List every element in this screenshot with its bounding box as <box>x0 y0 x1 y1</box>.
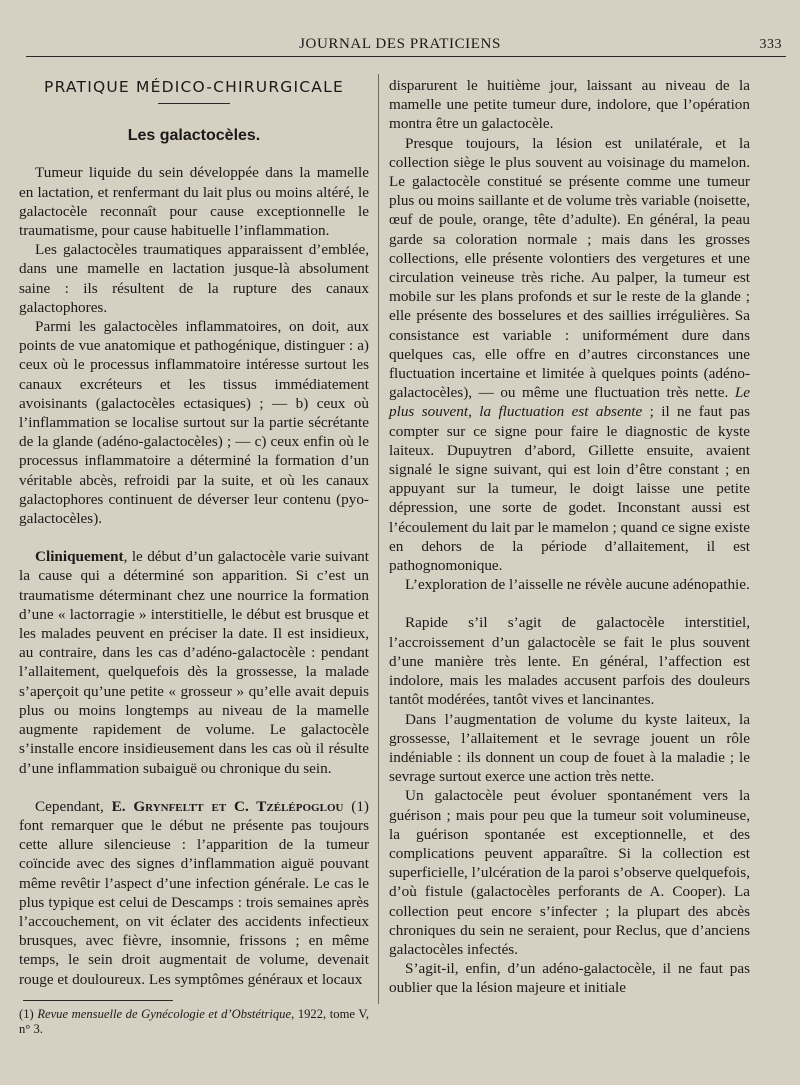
paragraph-gap <box>389 594 750 613</box>
paragraph-evolution: Rapide s’il s’agit de galactocèle interstitiel, l’accroissement d’un galactocèle se fait le plus souvent d’une manière très lente. En général, l’affection est indolore, mais les malades accusent parfois des douleurs tantôt modérées, tantôt vives et lancinantes. <box>389 614 750 709</box>
paragraph-inflammatory: Parmi les galactocèles inflammatoires, on doit, aux points de vue anatomique et pathogénique, distinguer : a) ceux où le processus inflammatoire intéresse surtout les canaux excréteurs et les tissus immédiatement avoisinants (galactocèles ectasiques) ; — b) ceux où l’inflammation se localise surtout sur la partie sécrétante de la glande (adéno-galactocèles) ; — c) ceux enfin où le processus inflammatoire a déterminé la formation d’un véritable abcès, refroidi par la suite, et où les canaux galactophores continuent de déverser leur contenu (pyo-galactocèles). <box>19 318 369 528</box>
footnote-journal: Revue mensuelle de Gynécologie et d’Obstétrique <box>37 1006 292 1021</box>
article-title: Les galactocèles. <box>127 127 261 145</box>
paragraph-gap <box>19 778 369 797</box>
paragraph-traumatic: Les galactocèles traumatiques apparaissent d’emblée, dans une mamelle en lactation jusque-là absolument saine : ils résultent de la rupture des canaux galactophores. <box>19 241 369 316</box>
grynfeltt-text: font remarquer que le début ne présente pas toujours cette allure silencieuse : l’apparition de la tumeur coïncide avec des signes d’inflammation aiguë pouvant même revêtir l’aspect d’une infection générale. Le cas le plus typique est celui de Descamps : trois semaines après l’accouchement, on vit éclater des accidents infectieux brusques, avec fièvre, insomnie, frissons ; en même temps, le sein droit augmentait de volume, devenait rouge et douloureux. Les symptômes généraux et locaux <box>19 816 369 988</box>
paragraph-unilateral <box>389 134 750 576</box>
paragraph-adeno: S’agit-il, enfin, d’un adéno-galactocèle, il ne faut pas oublier que la lésion majeure et initiale <box>389 960 750 997</box>
footnote-details: , 1922, tome V, n° 3. <box>19 1006 369 1036</box>
paragraph-grynfeltt <box>19 797 369 989</box>
right-column <box>389 76 750 998</box>
unilateral-text-rest: ; il ne faut pas compter sur ce signe pour faire le diagnostic de kyste laiteux. Dupuytren d’abord, Gillette ensuite, avaient signalé le signe suivant, qui est loin d’être constant ; en appuyant sur la tumeur, le doigt laisse une petite dépression, une sorte de godet. Inconstant aussi est l’écoulement du lait par le mamelon ; quand ce signe existe en dehors de la période d’allaitement, il est pathognomonique. <box>389 403 750 575</box>
footnote <box>19 1007 369 1037</box>
paragraph-definition: Tumeur liquide du sein développée dans la mamelle en lactation, et renfermant du lait plus ou moins altéré, le galactocèle reconnaît pour cause exceptionnelle le traumatisme, pour cause habituelle l’inflammation. <box>19 164 369 240</box>
paragraph-continued: disparurent le huitième jour, laissant au niveau de la mamelle une petite tumeur dure, indolore, que l’opération montra être un galactocèle. <box>389 77 750 133</box>
fluctuation-emphasis: Le plus souvent, la fluctuation est absente <box>389 384 750 421</box>
footnote-ref: (1) <box>343 797 369 815</box>
grynfeltt-intro: Cependant, <box>35 797 112 815</box>
running-head <box>0 36 800 56</box>
section-heading: PRATIQUE MÉDICO-CHIRURGICALE <box>44 78 344 96</box>
paragraph-volume: Dans l’augmentation de volume du kyste laiteux, la grossesse, l’allaitement et le sevrage jouent un rôle indéniable : ils donnent un coup de fouet à la maladie ; le sevrage surtout exerce une action très nette. <box>389 710 750 786</box>
page-number: 333 <box>759 37 782 52</box>
paragraph-clinical <box>19 547 369 777</box>
footnote-rule <box>23 1000 173 1001</box>
column-divider <box>378 74 379 1004</box>
clinical-text: , le début d’un galactocèle varie suivant la cause qui a déterminé son apparition. Si c’est un traumatisme déterminant chez une nourrice la formation d’une « lactorragie » interstitielle, le début est brusque et les malades peuvent en préciser la date. Il est insidieux, au contraire, dans les cas d’adéno-galactocèle : pendant l’allaitement, quelquefois dès la grossesse, la malade s’aperçoit qu’une petite « grosseur » qu’elle avait depuis plus ou moins longtemps au niveau de la mamelle augmente rapidement de volume. Le galactocèle s’installe encore insidieusement dans les cas où il résulte d’une inflammation subaiguë ou chronique du sein. <box>19 548 369 777</box>
clinical-lead: Cliniquement <box>35 548 124 566</box>
journal-title: JOURNAL DES PRATICIENS <box>299 36 501 52</box>
authors: E. Grynfeltt et C. Tzélépoglou <box>111 797 344 815</box>
footnote-marker: (1) <box>19 1006 38 1021</box>
unilateral-text: Presque toujours, la lésion est unilatérale, et la collection siège le plus souvent au voisinage du mamelon. Le galactocèle constitué se présente comme une tumeur plus ou moins saillante et de volume très variable (noisette, œuf de poule, orange, tête d’adulte). En général, la peau garde sa coloration normale ; mais dans les grosses collections, elle présente volontiers des vergetures et une circulation veineuse très riche. Au palper, la tumeur est mobile sur les plans profonds et sur le reste de la glande ; elle présente des bosselures et des saillies irrégulières. Sa consistance est variable : uniformément dure dans quelques cas, elle offre en d’autres circonstances une fluctuation incertaine et limitée à quelques points (adéno-galactocèles), — ou même une fluctuation très nette. <box>389 134 750 402</box>
section-rule <box>158 103 230 104</box>
paragraph-gap <box>19 528 369 547</box>
paragraph-complications: Un galactocèle peut évoluer spontanément vers la guérison ; mais pour peu que la tumeur soit volumineuse, la guérison spontanée est exceptionnelle, et des complications peuvent apparaître. Si la collection est superficielle, l’ulcération de la paroi s’observe quelquefois, d’où fistule (galactocèles perforants de A. Cooper). La collection peut encore s’infecter ; la plupart des abcès chroniques du sein ne seraient, pour Reclus, que d’anciens galactocèles infectés. <box>389 787 750 958</box>
left-column <box>19 72 369 1037</box>
paragraph-axilla: L’exploration de l’aisselle ne révèle aucune adénopathie. <box>405 576 750 594</box>
header-rule <box>26 56 786 57</box>
